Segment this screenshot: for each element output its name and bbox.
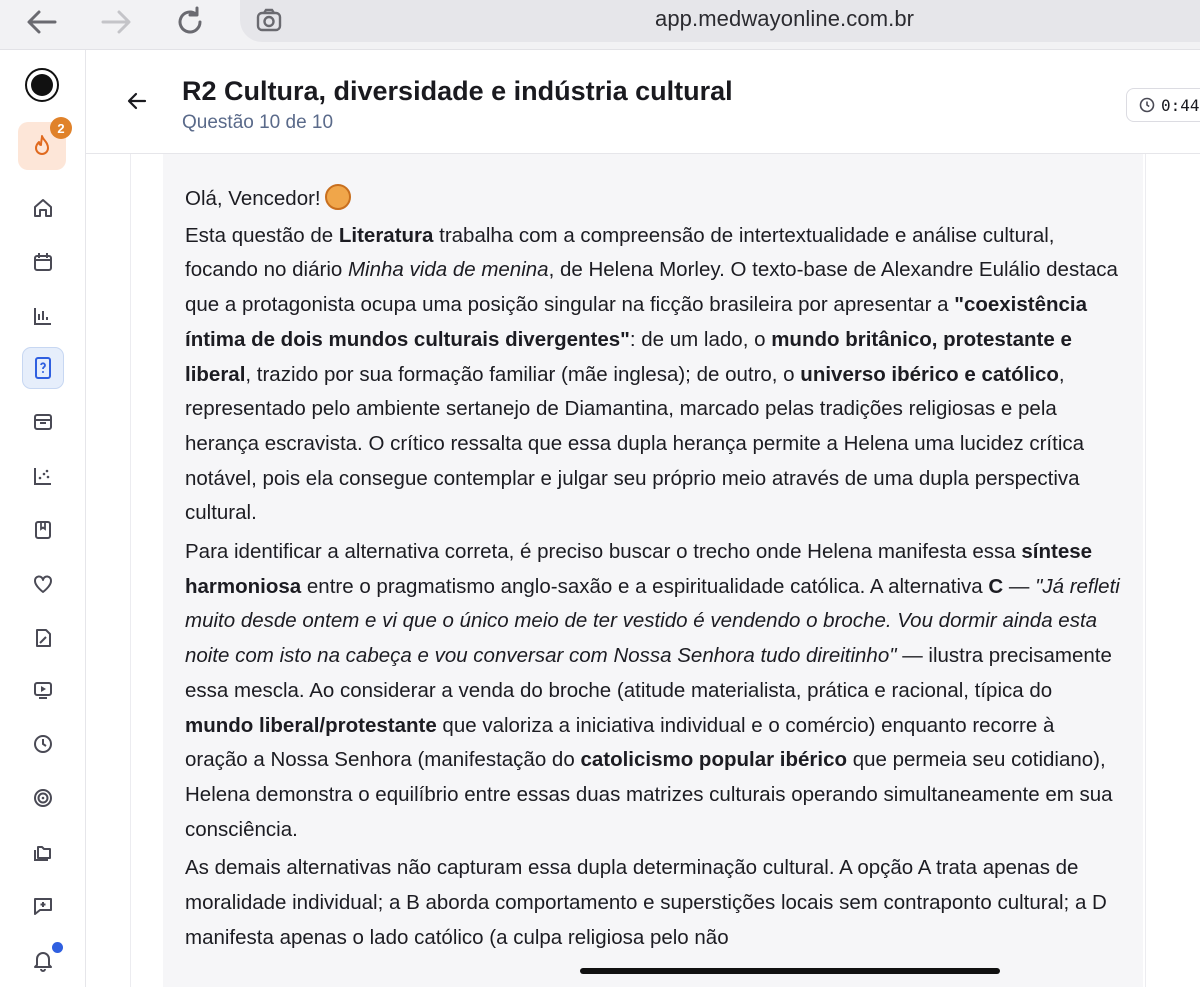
target-icon: [32, 787, 54, 809]
timer[interactable]: [1126, 88, 1200, 122]
question-header: [86, 50, 1200, 154]
arrow-right-icon: [99, 8, 133, 36]
sidebar-item-library[interactable]: [22, 509, 64, 551]
sidebar-item-history[interactable]: [22, 723, 64, 765]
text-bold: Literatura: [338, 223, 434, 247]
folders-icon: [32, 841, 54, 863]
text-run: —: [1003, 574, 1036, 598]
timer-value: 0:44: [1161, 95, 1200, 115]
greeting-text: Olá, Vencedor!: [185, 187, 321, 210]
page-title: R2 Cultura, diversidade e indústria cultural: [182, 76, 733, 106]
back-button[interactable]: [22, 4, 62, 40]
clock-icon: [1139, 97, 1155, 113]
text-bold: mundo liberal/protestante: [185, 713, 437, 737]
lion-emoji-icon: [325, 184, 351, 210]
text-run: entre o pragmatismo anglo-saxão e a espiritualidade católica. A alternativa: [301, 574, 989, 598]
text-run: : de um lado, o: [629, 327, 772, 351]
back-to-list-button[interactable]: [126, 90, 148, 117]
address-bar[interactable]: [240, 0, 1200, 42]
question-icon: [32, 356, 54, 380]
sidebar-item-goals[interactable]: [22, 777, 64, 819]
sidebar: [0, 50, 86, 987]
text-bold: mundo britânico, protestante e liberal: [185, 327, 1072, 386]
greeting: [185, 182, 1121, 217]
chart-icon: [32, 305, 54, 327]
text-bold: síntese harmoniosa: [185, 540, 1093, 598]
text-bold: catolicismo popular ibérico: [580, 748, 847, 772]
sidebar-item-notes[interactable]: [22, 617, 64, 659]
sidebar-item-home[interactable]: [22, 187, 64, 229]
lion-logo[interactable]: [25, 68, 59, 102]
text-run: — ilustra precisamente essa mescla. Ao considerar a venda do broche (atitude materialista, prática e racional, típica do: [185, 644, 1112, 702]
arrow-left-icon: [126, 90, 148, 112]
url-text: app.medwayonline.com.br: [655, 6, 915, 31]
text-run: que permeia seu cotidiano), Helena demonstra o equilíbrio entre essas duas matrizes culturais operando simultaneamente em sua consciência.: [185, 748, 1113, 841]
reload-button[interactable]: [170, 4, 210, 40]
sidebar-item-calendar[interactable]: [22, 241, 64, 283]
calendar-icon: [32, 251, 54, 273]
text-bold: "coexistência íntima de dois mundos culturais divergentes": [185, 293, 1088, 351]
forward-button[interactable]: [96, 4, 136, 40]
text-run: , representado pelo ambiente sertanejo de Diamantina, marcado pelas tradições religiosas e pela herança escravista. O crítico ressalta que essa dupla herança permite a Helena uma lucidez crítica notável, pois ela consegue contemplar e julgar seu próprio meio através de uma dupla perspectiva cultural.: [185, 362, 1085, 525]
edit-doc-icon: [32, 627, 54, 649]
sidebar-item-favorites[interactable]: [22, 563, 64, 605]
flame-icon: [31, 134, 53, 158]
arrow-left-icon: [25, 8, 59, 36]
text-run: , de Helena Morley. O texto-base de Alexandre Eulálio destaca que a protagonista ocupa uma posição singular na ficção brasileira por apresentar a: [185, 258, 1118, 317]
clock-icon: [32, 733, 54, 755]
sidebar-item-videos[interactable]: [22, 669, 64, 711]
text-italic: Minha vida de menina: [347, 258, 549, 282]
explanation-card: [163, 154, 1143, 987]
heart-icon: [32, 573, 54, 595]
notification-dot: [52, 942, 63, 953]
sidebar-item-analytics[interactable]: [22, 455, 64, 497]
text-italic: "Já refleti muito desde ontem e vi que o único meio de ter vestido é vendendo o broche. Vou dormir ainda esta noite com isto na cabeça e vou conversar com Nossa Senhora tudo direitinho": [185, 574, 1120, 668]
content-area: [130, 154, 1146, 987]
sidebar-item-stats[interactable]: [22, 295, 64, 337]
text-run: trabalha com a compreensão de intertextualidade e análise cultural, focando no diário: [185, 223, 1055, 282]
reload-icon: [173, 5, 207, 39]
camera-search-icon: [254, 6, 284, 36]
explanation-paragraph-3: As demais alternativas não capturam essa dupla determinação cultural. A opção A trata apenas de moralidade individual; a B aborda comportamento e superstições locais sem contraponto cultural; a D manifesta apenas o lado católico (a culpa religiosa pelo não: [185, 856, 1107, 949]
browser-toolbar: [0, 0, 1200, 50]
question-counter: Questão 10 de 10: [182, 112, 334, 133]
home-indicator: [580, 968, 1000, 974]
message-plus-icon: [32, 895, 54, 917]
video-icon: [32, 679, 54, 701]
book-icon: [32, 519, 54, 541]
text-run: Esta questão de: [185, 223, 339, 247]
streak-badge: 2: [50, 117, 72, 139]
bell-icon: [32, 949, 54, 973]
sidebar-item-feedback[interactable]: [22, 885, 64, 927]
text-bold: universo ibérico e católico: [800, 362, 1059, 386]
sidebar-item-folders[interactable]: [22, 831, 64, 873]
inbox-icon: [32, 411, 54, 433]
sidebar-item-questions[interactable]: [22, 347, 64, 389]
home-icon: [32, 197, 54, 219]
scatter-icon: [32, 465, 54, 487]
text-run: , trazido por sua formação familiar (mãe inglesa); de outro, o: [245, 362, 801, 386]
text-run: Para identificar a alternativa correta, é preciso buscar o trecho onde Helena manifesta essa: [185, 540, 1022, 564]
text-run: que valoriza a iniciativa individual e o comércio) enquanto recorre à oração a Nossa Senhora (manifestação do: [185, 713, 1055, 772]
text-bold: C: [988, 574, 1004, 598]
sidebar-item-inbox[interactable]: [22, 401, 64, 443]
explanation-paragraph-2: [185, 535, 1121, 847]
explanation-paragraph-1: [185, 219, 1121, 531]
